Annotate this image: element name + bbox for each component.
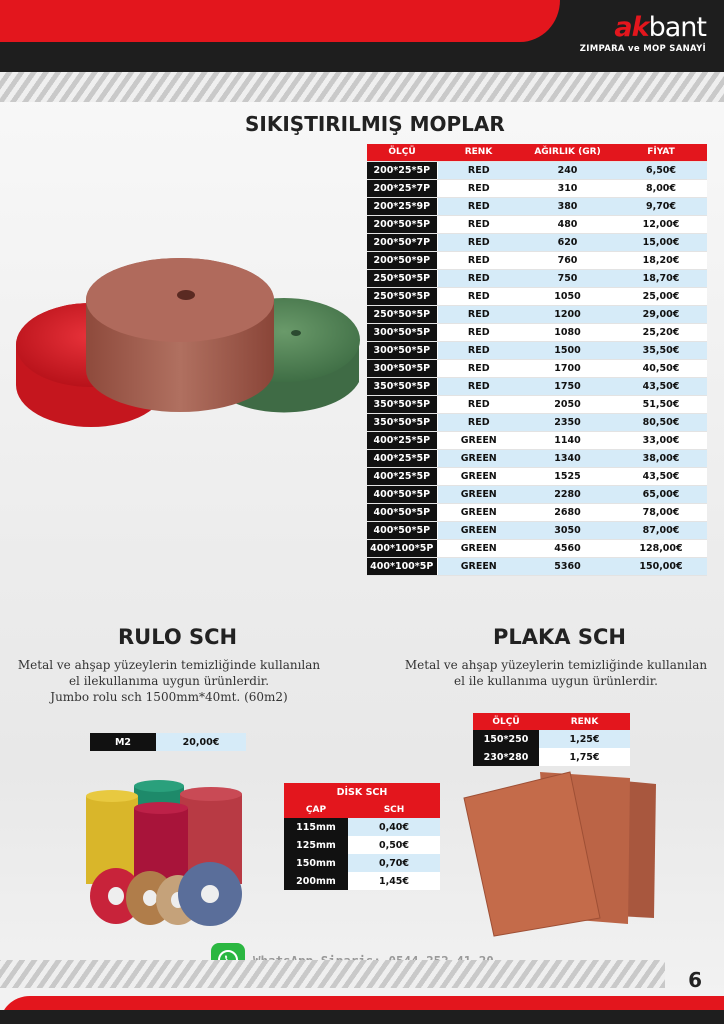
mop-price: 18,70€ <box>615 269 707 287</box>
brand-subtitle: ZIMPARA ve MOP SANAYİ <box>579 44 706 54</box>
mop-color: RED <box>437 179 520 197</box>
mop-weight: 1500 <box>520 341 615 359</box>
header-red-band <box>0 0 560 42</box>
disk-price: 1,45€ <box>348 872 440 890</box>
mop-price: 78,00€ <box>615 503 707 521</box>
col-renk: RENK <box>437 144 520 161</box>
mop-color: RED <box>437 161 520 179</box>
mop-size: 300*50*5P <box>367 341 437 359</box>
table-row <box>367 359 707 377</box>
mop-weight: 4560 <box>520 539 615 557</box>
mop-price: 43,50€ <box>615 467 707 485</box>
mop-price: 6,50€ <box>615 161 707 179</box>
mop-size: 250*50*5P <box>367 269 437 287</box>
rulo-price: 20,00€ <box>156 733 246 751</box>
mop-price: 51,50€ <box>615 395 707 413</box>
table-row <box>367 431 707 449</box>
disk-size: 125mm <box>284 836 348 854</box>
table-row <box>367 377 707 395</box>
table-row <box>367 197 707 215</box>
col-olcu: ÖLÇÜ <box>473 713 539 730</box>
mop-size: 300*50*5P <box>367 359 437 377</box>
disk-caption: DİSK SCH <box>284 783 440 801</box>
mop-color: GREEN <box>437 539 520 557</box>
mop-weight: 1050 <box>520 287 615 305</box>
rulo-price-table <box>90 733 246 751</box>
mop-color: RED <box>437 269 520 287</box>
mop-weight: 480 <box>520 215 615 233</box>
mop-size: 400*50*5P <box>367 503 437 521</box>
mop-price: 25,20€ <box>615 323 707 341</box>
mop-price: 40,50€ <box>615 359 707 377</box>
mop-color: GREEN <box>437 449 520 467</box>
table-row <box>284 854 440 872</box>
brand-block <box>580 14 706 54</box>
mop-weight: 380 <box>520 197 615 215</box>
mop-color: GREEN <box>437 431 520 449</box>
mop-weight: 1200 <box>520 305 615 323</box>
table-row <box>367 503 707 521</box>
disk-size: 115mm <box>284 818 348 836</box>
table-row <box>367 449 707 467</box>
mop-price: 8,00€ <box>615 179 707 197</box>
mop-color: RED <box>437 359 520 377</box>
mop-size: 250*50*5P <box>367 287 437 305</box>
mop-size: 400*25*5P <box>367 431 437 449</box>
mop-price: 29,00€ <box>615 305 707 323</box>
table-row <box>367 179 707 197</box>
moplar-price-table <box>367 144 707 576</box>
col-renk: RENK <box>539 713 630 730</box>
mop-price: 15,00€ <box>615 233 707 251</box>
mop-price: 9,70€ <box>615 197 707 215</box>
mop-price: 128,00€ <box>615 539 707 557</box>
mop-size: 250*50*5P <box>367 305 437 323</box>
mop-color: RED <box>437 341 520 359</box>
plaka-price: 1,75€ <box>539 748 630 766</box>
mop-weight: 2680 <box>520 503 615 521</box>
table-row <box>90 733 246 751</box>
mop-color: RED <box>437 305 520 323</box>
mop-color: GREEN <box>437 557 520 575</box>
logo-ak: ak <box>614 12 649 43</box>
mop-size: 200*25*7P <box>367 179 437 197</box>
plaka-price: 1,25€ <box>539 730 630 748</box>
mop-price: 35,50€ <box>615 341 707 359</box>
mop-size: 400*25*5P <box>367 467 437 485</box>
disk-header-row <box>284 801 440 818</box>
mop-price: 25,00€ <box>615 287 707 305</box>
table-row <box>367 269 707 287</box>
rulo-desc-line: el ilekullanıma uygun ürünlerdir. <box>68 674 270 688</box>
mop-color: GREEN <box>437 521 520 539</box>
table-row <box>367 557 707 575</box>
mop-size: 350*50*5P <box>367 395 437 413</box>
disk-price: 0,70€ <box>348 854 440 872</box>
mop-color: RED <box>437 197 520 215</box>
mop-size: 200*50*7P <box>367 233 437 251</box>
table-row <box>367 287 707 305</box>
col-cap: ÇAP <box>284 801 348 818</box>
mop-color: RED <box>437 251 520 269</box>
table-row <box>367 395 707 413</box>
table-row <box>473 730 630 748</box>
mop-weight: 1750 <box>520 377 615 395</box>
table-row <box>367 341 707 359</box>
col-agirlik: AĞIRLIK (GR) <box>520 144 615 161</box>
page-number: 6 <box>688 968 702 992</box>
mop-color: RED <box>437 323 520 341</box>
mop-weight: 1525 <box>520 467 615 485</box>
mop-price: 150,00€ <box>615 557 707 575</box>
mop-weight: 1700 <box>520 359 615 377</box>
mop-color: RED <box>437 215 520 233</box>
brand-logo <box>580 14 706 42</box>
mop-color: RED <box>437 287 520 305</box>
col-olcu: ÖLÇÜ <box>367 144 437 161</box>
footer-bar <box>0 1010 724 1024</box>
decorative-stripes-bottom <box>0 960 665 988</box>
rulo-title: RULO SCH <box>118 625 238 649</box>
rulo-unit: M2 <box>90 733 156 751</box>
plaka-desc-line: el ile kullanıma uygun ürünlerdir. <box>454 674 658 688</box>
table-row <box>367 161 707 179</box>
table-row <box>367 485 707 503</box>
table-row <box>367 539 707 557</box>
mop-color: RED <box>437 377 520 395</box>
mop-weight: 760 <box>520 251 615 269</box>
mop-weight: 620 <box>520 233 615 251</box>
mop-weight: 5360 <box>520 557 615 575</box>
table-row <box>367 323 707 341</box>
plaka-desc-line: Metal ve ahşap yüzeylerin temizliğinde kullanılan <box>404 658 708 672</box>
mop-weight: 750 <box>520 269 615 287</box>
mop-color: RED <box>437 233 520 251</box>
mop-size: 400*25*5P <box>367 449 437 467</box>
disk-price: 0,40€ <box>348 818 440 836</box>
logo-bant: bant <box>648 12 706 43</box>
plaka-header-row <box>473 713 630 730</box>
moplar-title: SIKIŞTIRILMIŞ MOPLAR <box>245 112 505 136</box>
mop-weight: 2050 <box>520 395 615 413</box>
mop-price: 38,00€ <box>615 449 707 467</box>
sch-rolls-image <box>82 778 252 928</box>
mop-weight: 2350 <box>520 413 615 431</box>
rulo-desc-line: Metal ve ahşap yüzeylerin temizliğinde kullanılan <box>17 658 321 672</box>
disk-size: 200mm <box>284 872 348 890</box>
rulo-desc-line: Jumbo rolu sch 1500mm*40mt. (60m2) <box>50 690 288 704</box>
mop-size: 400*100*5P <box>367 557 437 575</box>
mop-size: 200*50*9P <box>367 251 437 269</box>
disk-size: 150mm <box>284 854 348 872</box>
mop-size: 400*100*5P <box>367 539 437 557</box>
plaka-price-table <box>473 713 630 766</box>
mop-price: 33,00€ <box>615 431 707 449</box>
rulo-description <box>10 657 328 705</box>
mop-size: 400*50*5P <box>367 485 437 503</box>
mop-weight: 1340 <box>520 449 615 467</box>
table-row <box>473 748 630 766</box>
moplar-header-row <box>367 144 707 161</box>
mop-price: 80,50€ <box>615 413 707 431</box>
mop-weight: 3050 <box>520 521 615 539</box>
table-row <box>367 215 707 233</box>
mop-size: 350*50*5P <box>367 413 437 431</box>
table-row <box>284 836 440 854</box>
mop-weight: 310 <box>520 179 615 197</box>
table-row <box>367 251 707 269</box>
mop-weight: 240 <box>520 161 615 179</box>
disk-caption-row <box>284 783 440 801</box>
mop-weight: 1140 <box>520 431 615 449</box>
mop-weight: 1080 <box>520 323 615 341</box>
mop-size: 200*50*5P <box>367 215 437 233</box>
mop-color: GREEN <box>437 467 520 485</box>
decorative-stripes-top <box>0 72 724 102</box>
table-row <box>367 521 707 539</box>
col-sch: SCH <box>348 801 440 818</box>
disk-price: 0,50€ <box>348 836 440 854</box>
mop-price: 18,20€ <box>615 251 707 269</box>
mop-weight: 2280 <box>520 485 615 503</box>
table-row <box>367 233 707 251</box>
mop-color: RED <box>437 413 520 431</box>
mop-wheels-image <box>14 255 364 445</box>
mop-size: 300*50*5P <box>367 323 437 341</box>
plaka-title: PLAKA SCH <box>493 625 626 649</box>
mop-color: GREEN <box>437 503 520 521</box>
mop-size: 200*25*9P <box>367 197 437 215</box>
table-row <box>367 467 707 485</box>
mop-size: 350*50*5P <box>367 377 437 395</box>
plaka-description <box>396 657 716 689</box>
mop-color: RED <box>437 395 520 413</box>
mop-size: 400*50*5P <box>367 521 437 539</box>
sch-plates-image <box>460 768 660 938</box>
mop-price: 65,00€ <box>615 485 707 503</box>
table-row <box>367 413 707 431</box>
table-row <box>284 872 440 890</box>
col-fiyat: FİYAT <box>615 144 707 161</box>
plaka-size: 150*250 <box>473 730 539 748</box>
mop-price: 87,00€ <box>615 521 707 539</box>
table-row <box>367 305 707 323</box>
mop-price: 43,50€ <box>615 377 707 395</box>
mop-price: 12,00€ <box>615 215 707 233</box>
plaka-size: 230*280 <box>473 748 539 766</box>
table-row <box>284 818 440 836</box>
disk-price-table <box>284 783 440 890</box>
mop-size: 200*25*5P <box>367 161 437 179</box>
mop-color: GREEN <box>437 485 520 503</box>
